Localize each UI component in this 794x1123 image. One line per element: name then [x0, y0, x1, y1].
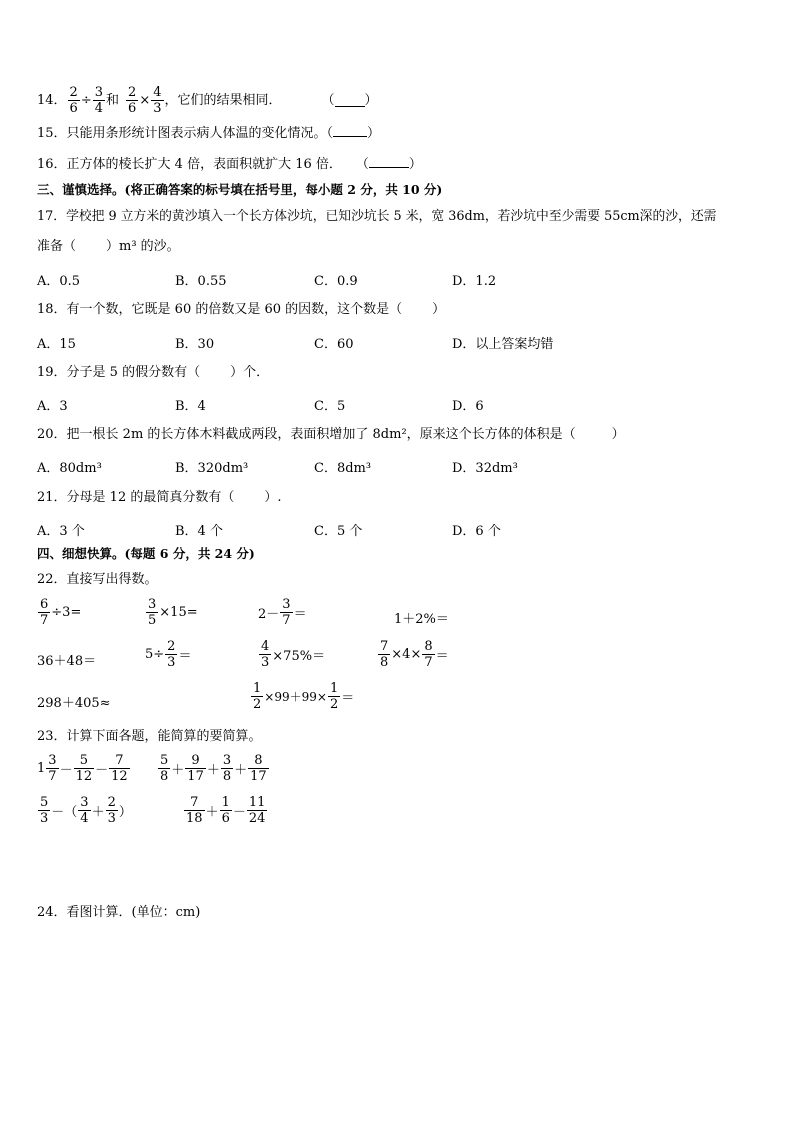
q22-item-10: $\frac{1}{2}$ ×99＋99× $\frac{1}{2}$ ＝: [253, 681, 355, 712]
q22-item-3: 2－ $\frac{3}{7}$ ＝: [258, 597, 307, 628]
question-17-line-1: 17．学校把 9 立方米的黄沙填入一个长方体沙坑，已知沙坑长 5 米，宽 36dm，若沙坑中至少需要 55cm深的沙，还需: [37, 209, 717, 224]
option-a[interactable]: A．80dm³: [37, 461, 102, 476]
question-17-line-2: [37, 238, 180, 256]
option-b[interactable]: B．320dm³: [175, 461, 249, 476]
paren-close: ）: [367, 126, 381, 141]
answer-blank[interactable]: [369, 155, 409, 168]
option-c[interactable]: C．8dm³: [314, 461, 372, 476]
operator: ÷: [80, 92, 92, 108]
section-3-heading: 三、谨慎选择。(将正确答案的标号填在括号里，每小题 2 分，共 10 分): [37, 182, 443, 197]
question-number: 14．: [37, 92, 67, 108]
question-text: 准备（: [37, 239, 77, 254]
question-16: [37, 155, 422, 174]
question-text: 19．分子是 5 的假分数有（: [37, 365, 201, 380]
option-a[interactable]: A．3: [37, 399, 68, 414]
question-text: 18．有一个数，它既是 60 的倍数又是 60 的因数，这个数是（: [37, 302, 403, 317]
q22-item-5: 36＋48＝: [37, 654, 97, 669]
option-c[interactable]: C．5: [314, 399, 346, 414]
question-text: ）m³ 的沙。: [106, 239, 180, 254]
option-d[interactable]: D．1.2: [452, 274, 497, 289]
option-c[interactable]: C．60: [314, 337, 354, 352]
q22-item-2: $\frac{3}{5}$ ×15=: [148, 597, 198, 628]
option-b[interactable]: B．4 个: [175, 524, 223, 539]
question-14: [37, 86, 378, 115]
answer-blank[interactable]: [335, 94, 365, 107]
question-text: ）个．: [230, 365, 270, 380]
fraction: $\frac{3}{4}$: [94, 85, 104, 116]
connector-text: 和: [106, 92, 120, 108]
question-22-title: 22．直接写出得数。: [37, 572, 158, 587]
option-d[interactable]: D．以上答案均错: [452, 337, 554, 352]
q22-item-7: $\frac{4}{3}$ ×75%＝: [261, 639, 326, 670]
option-b[interactable]: B．30: [175, 337, 215, 352]
option-c[interactable]: C．0.9: [314, 274, 358, 289]
question-21: [37, 489, 282, 507]
question-text: 16．正方体的棱长扩大 4 倍，表面积就扩大 16 倍．: [37, 157, 342, 172]
question-text: 20．把一根长 2m 的长方体木料截成两段，表面积增加了 8dm²，原来这个长方体的体积是（: [37, 427, 576, 442]
q22-item-4: 1＋2%＝: [394, 612, 449, 627]
q23-expression-3: $\frac{5}{3}$ －（ $\frac{3}{4}$ ＋ $\frac{2}{3}$ ）: [40, 795, 132, 826]
paren-open: （: [355, 157, 369, 172]
option-b[interactable]: B．0.55: [175, 274, 227, 289]
q22-item-1: $\frac{6}{7}$ ÷3=: [40, 597, 82, 628]
question-23-title: 23．计算下面各题，能简算的要简算。: [37, 729, 262, 744]
question-18: [37, 301, 445, 319]
paren-open: （: [321, 92, 335, 108]
operator: ×: [139, 92, 151, 108]
fraction: $\frac{4}{3}$: [153, 85, 162, 116]
question-20: [37, 426, 625, 444]
section-4-heading: 四、细想快算。(每题 6 分，共 24 分): [37, 546, 255, 561]
question-24: 24．看图计算．(单位：cm): [37, 905, 201, 920]
option-d[interactable]: D．6 个: [452, 524, 501, 539]
q22-item-8: $\frac{7}{8}$ ×4× $\frac{8}{7}$ ＝: [380, 639, 449, 670]
question-text: ，它们的结果相同．: [164, 92, 282, 108]
q23-expression-1: 1 $\frac{3}{7}$ － $\frac{5}{12}$ － $\frac{7}{12}$: [37, 753, 128, 784]
paren-close: ）: [408, 157, 422, 172]
answer-blank[interactable]: [333, 124, 367, 137]
paren-close: ）.: [264, 490, 282, 505]
question-text: 21．分母是 12 的最简真分数有（: [37, 490, 235, 505]
q23-expression-4: $\frac{7}{18}$ ＋ $\frac{1}{6}$ － $\frac{11}{24}$: [186, 795, 266, 826]
option-c[interactable]: C．5 个: [314, 524, 363, 539]
paren-close: ）: [364, 92, 378, 108]
option-b[interactable]: B．4: [175, 399, 206, 414]
question-15: [37, 124, 380, 143]
option-d[interactable]: D．32dm³: [452, 461, 518, 476]
paren-close: ）: [611, 427, 625, 442]
question-19: [37, 364, 269, 382]
fraction: $\frac{2}{6}$: [69, 85, 78, 116]
option-a[interactable]: A．3 个: [37, 524, 85, 539]
option-d[interactable]: D．6: [452, 399, 484, 414]
q22-item-9: 298＋405≈: [37, 696, 111, 711]
option-a[interactable]: A．0.5: [37, 274, 81, 289]
option-a[interactable]: A．15: [37, 337, 76, 352]
fraction: $\frac{2}{6}$: [128, 85, 137, 116]
question-text: 15．只能用条形统计图表示病人体温的变化情况。（: [37, 126, 334, 141]
paren-close: ）: [432, 302, 446, 317]
q22-item-6: 5÷ $\frac{2}{3}$ ＝: [145, 639, 192, 670]
q23-expression-2: $\frac{5}{8}$ ＋ $\frac{9}{17}$ ＋ $\frac{3}{8}$ ＋ $\frac{8}{17}$: [160, 753, 267, 784]
